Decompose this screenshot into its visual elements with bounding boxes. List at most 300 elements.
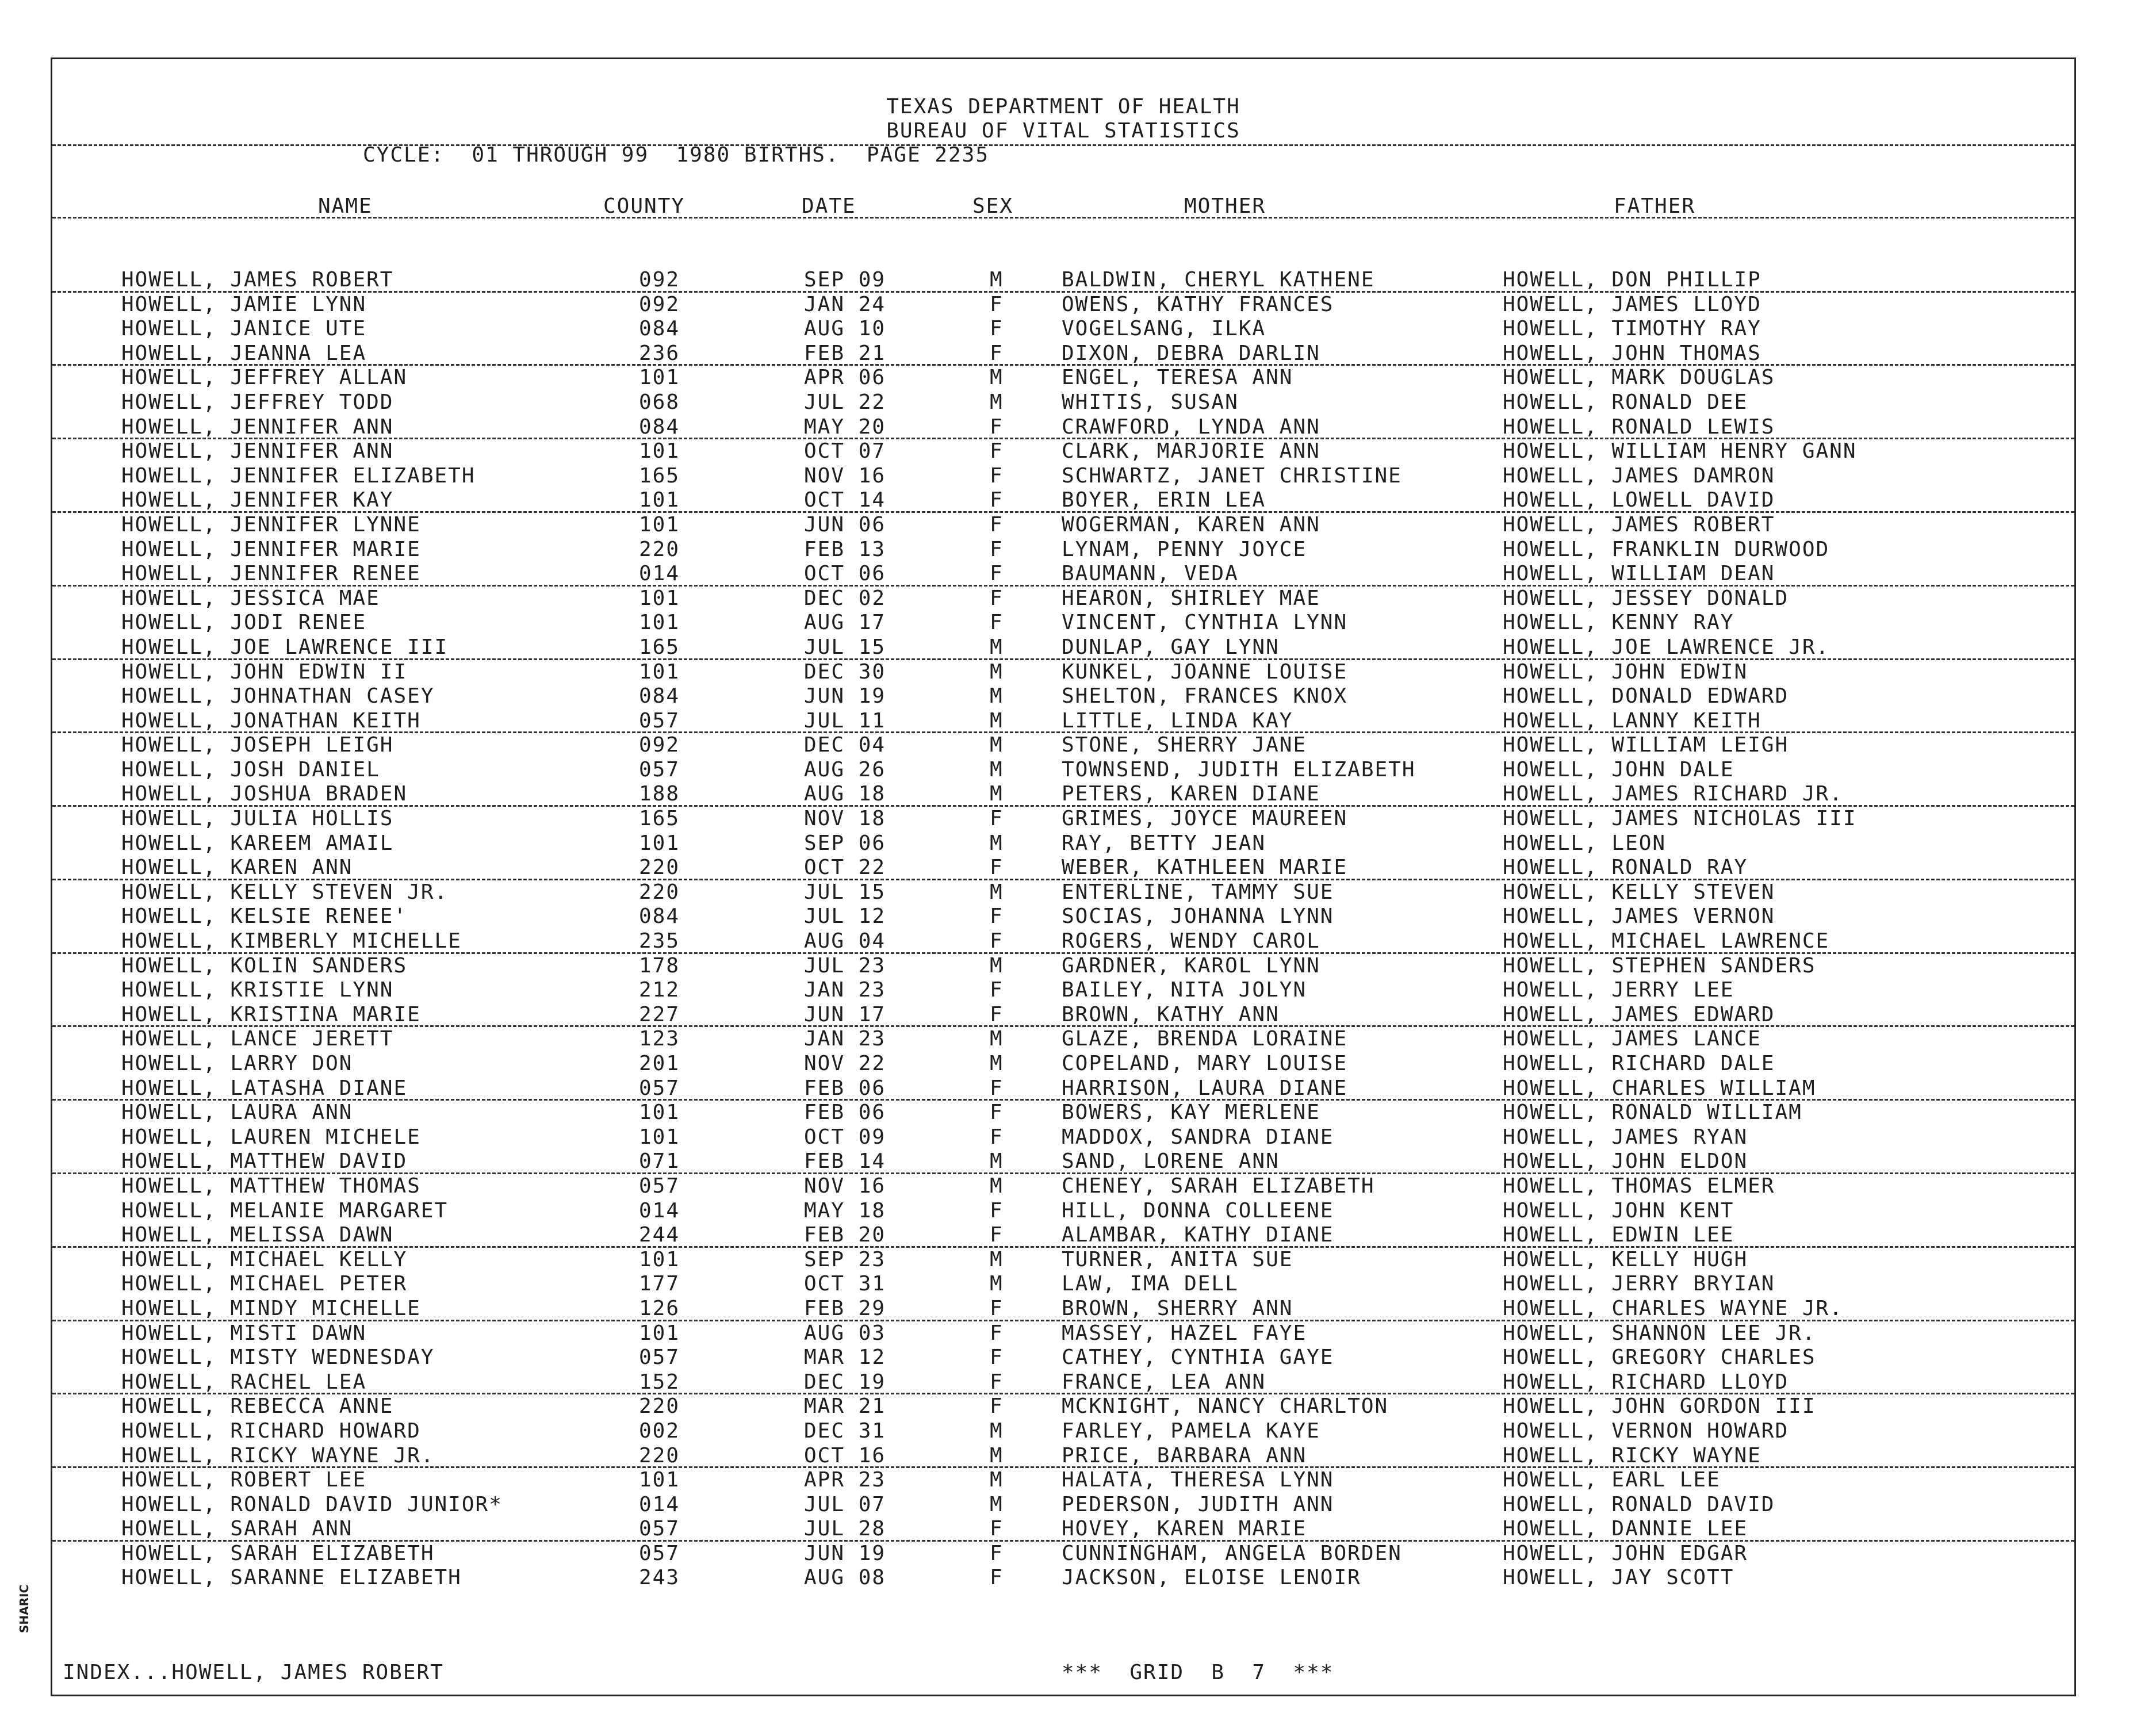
record-name: HOWELL, JENNIFER ANN [121,439,394,463]
record-father: HOWELL, CHARLES WAYNE JR. [1503,1296,1843,1320]
record-name: HOWELL, MELISSA DAWN [121,1223,394,1247]
record-row [52,268,2074,293]
record-row [52,880,2074,905]
record-county: 101 [639,366,680,390]
record-row [52,1321,2074,1346]
record-county: 071 [639,1149,680,1174]
record-sex: M [990,390,1004,414]
record-row [52,1346,2074,1370]
record-sex: M [990,1247,1004,1271]
record-date: DEC 04 [804,733,886,757]
record-sex: F [990,611,1004,635]
record-name: HOWELL, JENNIFER LYNNE [121,512,421,536]
record-county: 243 [639,1566,680,1590]
record-date: JUL 23 [804,953,886,978]
record-name: HOWELL, MICHAEL KELLY [121,1247,408,1271]
record-row [52,439,2074,464]
record-name: HOWELL, KAREEM AMAIL [121,831,394,855]
record-mother: RAY, BETTY JEAN [1062,831,1266,855]
record-county: 084 [639,317,680,341]
record-name: HOWELL, MATTHEW DAVID [121,1149,408,1174]
record-date: JUL 15 [804,635,886,659]
record-row [52,1174,2074,1199]
record-date: JUN 19 [804,1541,886,1565]
record-mother: GARDNER, KAROL LYNN [1062,953,1320,978]
record-father: HOWELL, WILLIAM HENRY GANN [1503,439,1857,463]
record-name: HOWELL, KOLIN SANDERS [121,953,408,978]
record-mother: HARRISON, LAURA DIANE [1062,1076,1348,1100]
record-name: HOWELL, JAMIE LYNN [121,292,367,316]
record-sex: M [990,782,1004,806]
record-sex: F [990,1076,1004,1100]
record-father: HOWELL, JAMES RYAN [1503,1125,1748,1149]
record-mother: SCHWARTZ, JANET CHRISTINE [1062,463,1402,488]
record-row [52,293,2074,317]
record-date: APR 23 [804,1468,886,1492]
record-father: HOWELL, KELLY HUGH [1503,1247,1748,1271]
record-mother: BROWN, SHERRY ANN [1062,1296,1293,1320]
record-row [52,1223,2074,1248]
record-date: DEC 31 [804,1419,886,1443]
record-father: HOWELL, DONALD EDWARD [1503,684,1789,708]
record-name: HOWELL, REBECCA ANNE [121,1394,394,1419]
record-father: HOWELL, RONALD DAVID [1503,1492,1775,1516]
record-mother: DUNLAP, GAY LYNN [1062,635,1280,659]
record-father: HOWELL, DON PHILLIP [1503,268,1761,292]
record-date: MAR 12 [804,1346,886,1370]
record-county: 057 [639,1517,680,1541]
record-sex: F [990,415,1004,439]
record-date: JUN 19 [804,684,886,708]
record-father: HOWELL, RICHARD DALE [1503,1052,1775,1075]
record-father: HOWELL, JOHN GORDON III [1503,1394,1816,1419]
record-mother: BAUMANN, VEDA [1062,562,1239,586]
record-date: FEB 14 [804,1149,886,1174]
record-name: HOWELL, JENNIFER MARIE [121,537,421,561]
record-sex: F [990,439,1004,463]
record-sex: F [990,978,1004,1002]
record-sex: M [990,831,1004,855]
record-mother: CATHEY, CYNTHIA GAYE [1062,1346,1334,1370]
record-row [52,929,2074,954]
record-row [52,1199,2074,1224]
record-name: HOWELL, JENNIFER RENEE [121,562,421,586]
record-name: HOWELL, JOHNATHAN CASEY [121,684,435,708]
record-county: 092 [639,733,680,757]
record-name: HOWELL, MATTHEW THOMAS [121,1174,421,1198]
record-name: HOWELL, JODI RENEE [121,611,367,635]
record-father: HOWELL, EARL LEE [1503,1468,1721,1492]
record-father: HOWELL, JOHN ELDON [1503,1149,1748,1174]
record-date: OCT 14 [804,488,886,512]
record-sex: M [990,1443,1004,1467]
record-mother: HILL, DONNA COLLEENE [1062,1198,1334,1223]
record-row [52,366,2074,390]
record-county: 152 [639,1370,680,1394]
record-date: AUG 04 [804,929,886,953]
record-name: HOWELL, JONATHAN KEITH [121,708,421,733]
record-mother: DIXON, DEBRA DARLIN [1062,341,1320,365]
record-father: HOWELL, RICKY WAYNE [1503,1443,1761,1467]
record-county: 068 [639,390,680,414]
record-date: JAN 24 [804,292,886,316]
record-sex: F [990,905,1004,929]
record-date: DEC 30 [804,660,886,684]
record-sex: M [990,1272,1004,1296]
record-sex: M [990,1492,1004,1516]
record-sex: F [990,1370,1004,1394]
record-county: 165 [639,635,680,659]
record-county: 123 [639,1027,680,1051]
record-date: NOV 16 [804,463,886,488]
record-sex: M [990,1468,1004,1492]
record-row [52,1027,2074,1052]
record-name: HOWELL, JOE LAWRENCE III [121,635,449,659]
record-date: JUN 17 [804,1002,886,1026]
record-name: HOWELL, SARANNE ELIZABETH [121,1566,462,1590]
record-father: HOWELL, JOHN THOMAS [1503,341,1761,365]
record-row [52,660,2074,685]
record-county: 201 [639,1052,680,1075]
record-name: HOWELL, JULIA HOLLIS [121,807,394,831]
record-mother: ALAMBAR, KATHY DIANE [1062,1223,1334,1247]
record-row [52,1272,2074,1297]
column-header-father: FATHER [1614,194,1696,218]
record-name: HOWELL, LAURA ANN [121,1101,353,1125]
records-list [52,268,2074,1591]
record-date: JUL 12 [804,905,886,929]
record-mother: CUNNINGHAM, ANGELA BORDEN [1062,1541,1402,1565]
record-father: HOWELL, WILLIAM LEIGH [1503,733,1789,757]
record-row [52,1444,2074,1469]
record-row [52,1248,2074,1273]
record-name: HOWELL, JOHN EDWIN II [121,660,408,684]
record-county: 220 [639,1443,680,1467]
record-row [52,782,2074,807]
record-date: AUG 18 [804,782,886,806]
record-date: OCT 07 [804,439,886,463]
record-sex: M [990,1174,1004,1198]
record-row [52,1003,2074,1028]
record-date: AUG 10 [804,317,886,341]
record-father: HOWELL, GREGORY CHARLES [1503,1346,1816,1370]
record-row [52,831,2074,856]
record-county: 057 [639,1541,680,1565]
record-father: HOWELL, TIMOTHY RAY [1503,317,1761,341]
record-father: HOWELL, JAMES RICHARD JR. [1503,782,1843,806]
footer-index: INDEX...HOWELL, JAMES ROBERT [63,1661,444,1684]
record-mother: WEBER, KATHLEEN MARIE [1062,856,1348,880]
record-date: MAY 18 [804,1198,886,1223]
record-sex: F [990,463,1004,488]
record-mother: PRICE, BARBARA ANN [1062,1443,1307,1467]
record-name: HOWELL, MINDY MICHELLE [121,1296,421,1320]
record-father: HOWELL, JERRY LEE [1503,978,1734,1002]
record-mother: FARLEY, PAMELA KAYE [1062,1419,1320,1443]
record-row [52,562,2074,587]
record-row [52,317,2074,342]
record-sex: F [990,929,1004,953]
record-name: HOWELL, MELANIE MARGARET [121,1198,449,1223]
record-county: 057 [639,1346,680,1370]
record-sex: F [990,562,1004,586]
record-county: 220 [639,856,680,880]
record-sex: M [990,366,1004,390]
record-mother: BAILEY, NITA JOLYN [1062,978,1307,1002]
record-date: AUG 26 [804,757,886,781]
record-county: 057 [639,708,680,733]
record-father: HOWELL, SHANNON LEE JR. [1503,1321,1816,1345]
record-sex: M [990,1149,1004,1174]
record-date: MAR 21 [804,1394,886,1419]
record-county: 126 [639,1296,680,1320]
record-father: HOWELL, MICHAEL LAWRENCE [1503,929,1830,953]
record-sex: F [990,1321,1004,1345]
record-mother: JACKSON, ELOISE LENOIR [1062,1566,1361,1590]
record-row [52,1101,2074,1125]
record-mother: TURNER, ANITA SUE [1062,1247,1293,1271]
record-mother: HEARON, SHIRLEY MAE [1062,586,1320,610]
record-county: 101 [639,586,680,610]
record-father: HOWELL, JOHN EDGAR [1503,1541,1748,1565]
record-name: HOWELL, KAREN ANN [121,856,353,880]
record-row [52,978,2074,1003]
record-father: HOWELL, RONALD LEWIS [1503,415,1775,439]
record-date: JUL 07 [804,1492,886,1516]
record-county: 101 [639,831,680,855]
record-sex: M [990,268,1004,292]
record-date: NOV 16 [804,1174,886,1198]
record-county: 227 [639,1002,680,1026]
record-name: HOWELL, SARAH ANN [121,1517,353,1541]
record-date: FEB 21 [804,341,886,365]
record-row [52,1370,2074,1395]
record-name: HOWELL, MISTI DAWN [121,1321,367,1345]
record-county: 014 [639,562,680,586]
record-date: JAN 23 [804,1027,886,1051]
record-name: HOWELL, LARRY DON [121,1052,353,1075]
record-father: HOWELL, LANNY KEITH [1503,708,1761,733]
record-sex: F [990,1198,1004,1223]
record-date: JUN 06 [804,512,886,536]
record-father: HOWELL, VERNON HOWARD [1503,1419,1789,1443]
record-row [52,1566,2074,1591]
record-sex: F [990,1002,1004,1026]
record-sex: F [990,1101,1004,1125]
record-date: SEP 23 [804,1247,886,1271]
record-county: 057 [639,1076,680,1100]
record-row [52,1517,2074,1542]
record-father: HOWELL, LOWELL DAVID [1503,488,1775,512]
record-date: NOV 22 [804,1052,886,1075]
record-father: HOWELL, JAY SCOTT [1503,1566,1734,1590]
record-father: HOWELL, JAMES LANCE [1503,1027,1761,1051]
record-date: FEB 13 [804,537,886,561]
record-sex: F [990,1541,1004,1565]
record-mother: VOGELSANG, ILKA [1062,317,1266,341]
record-mother: ROGERS, WENDY CAROL [1062,929,1320,953]
record-name: HOWELL, LATASHA DIANE [121,1076,408,1100]
record-county: 101 [639,439,680,463]
record-row [52,758,2074,783]
footer-grid: *** GRID B 7 *** [1062,1661,1334,1684]
record-row [52,464,2074,489]
record-date: DEC 02 [804,586,886,610]
record-father: HOWELL, LEON [1503,831,1667,855]
record-name: HOWELL, MISTY WEDNESDAY [121,1346,435,1370]
record-row [52,733,2074,758]
record-county: 220 [639,537,680,561]
record-mother: WOGERMAN, KAREN ANN [1062,512,1320,536]
record-sex: F [990,1296,1004,1320]
record-county: 101 [639,1125,680,1149]
record-mother: COPELAND, MARY LOUISE [1062,1052,1348,1075]
record-row [52,1394,2074,1419]
record-father: HOWELL, RICHARD LLOYD [1503,1370,1789,1394]
document-page [51,58,2076,1696]
record-row [52,1052,2074,1076]
record-row [52,1076,2074,1101]
record-father: HOWELL, FRANKLIN DURWOOD [1503,537,1830,561]
record-father: HOWELL, KELLY STEVEN [1503,880,1775,904]
record-county: 244 [639,1223,680,1247]
record-sex: F [990,1223,1004,1247]
record-sex: M [990,1052,1004,1075]
record-mother: GRIMES, JOYCE MAUREEN [1062,807,1348,831]
record-date: OCT 22 [804,856,886,880]
record-mother: FRANCE, LEA ANN [1062,1370,1266,1394]
record-row [52,342,2074,366]
record-mother: MADDOX, SANDRA DIANE [1062,1125,1334,1149]
record-county: 057 [639,757,680,781]
record-row [52,709,2074,734]
record-mother: HOVEY, KAREN MARIE [1062,1517,1307,1541]
record-mother: PETERS, KAREN DIANE [1062,782,1320,806]
header-cycle: CYCLE: 01 THROUGH 99 1980 BIRTHS. PAGE 2235 [363,143,989,167]
record-county: 220 [639,1394,680,1419]
record-row [52,1468,2074,1493]
record-county: 101 [639,488,680,512]
record-name: HOWELL, JEANNA LEA [121,341,367,365]
record-row [52,635,2074,660]
record-mother: CRAWFORD, LYNDA ANN [1062,415,1320,439]
record-county: 101 [639,660,680,684]
record-father: HOWELL, JAMES DAMRON [1503,463,1775,488]
record-father: HOWELL, CHARLES WILLIAM [1503,1076,1816,1100]
record-county: 235 [639,929,680,953]
record-date: OCT 09 [804,1125,886,1149]
record-county: 101 [639,1321,680,1345]
record-sex: M [990,757,1004,781]
record-row [52,488,2074,513]
record-sex: F [990,1394,1004,1419]
record-date: AUG 17 [804,611,886,635]
record-date: FEB 20 [804,1223,886,1247]
record-name: HOWELL, JESSICA MAE [121,586,380,610]
record-mother: SAND, LORENE ANN [1062,1149,1280,1174]
record-sex: M [990,1027,1004,1051]
record-mother: BALDWIN, CHERYL KATHENE [1062,268,1375,292]
record-name: HOWELL, JENNIFER ANN [121,415,394,439]
record-father: HOWELL, RONALD DEE [1503,390,1748,414]
record-county: 236 [639,341,680,365]
record-name: HOWELL, LANCE JERETT [121,1027,394,1051]
column-header-date: DATE [802,194,856,218]
record-father: HOWELL, JOHN EDWIN [1503,660,1748,684]
record-date: NOV 18 [804,807,886,831]
record-county: 101 [639,512,680,536]
record-date: JUL 15 [804,880,886,904]
record-row [52,1419,2074,1444]
record-name: HOWELL, RICHARD HOWARD [121,1419,421,1443]
record-county: 212 [639,978,680,1002]
record-date: MAY 20 [804,415,886,439]
record-row [52,684,2074,709]
header-agency: TEXAS DEPARTMENT OF HEALTH [886,95,1240,118]
record-mother: LAW, IMA DELL [1062,1272,1239,1296]
record-county: 101 [639,1468,680,1492]
record-sex: F [990,1125,1004,1149]
record-mother: HALATA, THERESA LYNN [1062,1468,1334,1492]
record-row [52,807,2074,831]
record-date: FEB 29 [804,1296,886,1320]
column-header-mother: MOTHER [1184,194,1266,218]
record-sex: M [990,635,1004,659]
record-county: 092 [639,268,680,292]
record-county: 165 [639,807,680,831]
side-label: SHARIC [17,1584,31,1633]
record-father: HOWELL, JAMES EDWARD [1503,1002,1775,1026]
record-date: AUG 03 [804,1321,886,1345]
record-father: HOWELL, JOHN KENT [1503,1198,1734,1223]
record-mother: ENGEL, TERESA ANN [1062,366,1293,390]
header-divider [52,144,2074,146]
record-row [52,1542,2074,1566]
record-county: 165 [639,463,680,488]
record-sex: F [990,586,1004,610]
column-header-divider [52,217,2074,219]
record-name: HOWELL, ROBERT LEE [121,1468,367,1492]
record-row [52,415,2074,440]
record-county: 084 [639,684,680,708]
record-mother: MCKNIGHT, NANCY CHARLTON [1062,1394,1389,1419]
record-sex: F [990,488,1004,512]
record-sex: F [990,317,1004,341]
record-county: 101 [639,1101,680,1125]
record-father: HOWELL, EDWIN LEE [1503,1223,1734,1247]
record-date: JUL 28 [804,1517,886,1541]
record-father: HOWELL, JERRY BRYIAN [1503,1272,1775,1296]
record-father: HOWELL, KENNY RAY [1503,611,1734,635]
record-name: HOWELL, LAUREN MICHELE [121,1125,421,1149]
record-name: HOWELL, JOSH DANIEL [121,757,380,781]
record-row [52,856,2074,880]
record-date: SEP 09 [804,268,886,292]
record-mother: BROWN, KATHY ANN [1062,1002,1280,1026]
record-father: HOWELL, JAMES LLOYD [1503,292,1761,316]
record-father: HOWELL, THOMAS ELMER [1503,1174,1775,1198]
record-county: 188 [639,782,680,806]
record-father: HOWELL, JAMES VERNON [1503,905,1775,929]
record-row [52,1149,2074,1174]
record-name: HOWELL, JEFFREY ALLAN [121,366,408,390]
record-sex: M [990,708,1004,733]
record-name: HOWELL, JENNIFER KAY [121,488,394,512]
record-date: JAN 23 [804,978,886,1002]
record-row [52,587,2074,611]
record-father: HOWELL, JOHN DALE [1503,757,1734,781]
record-name: HOWELL, RICKY WAYNE JR. [121,1443,435,1467]
